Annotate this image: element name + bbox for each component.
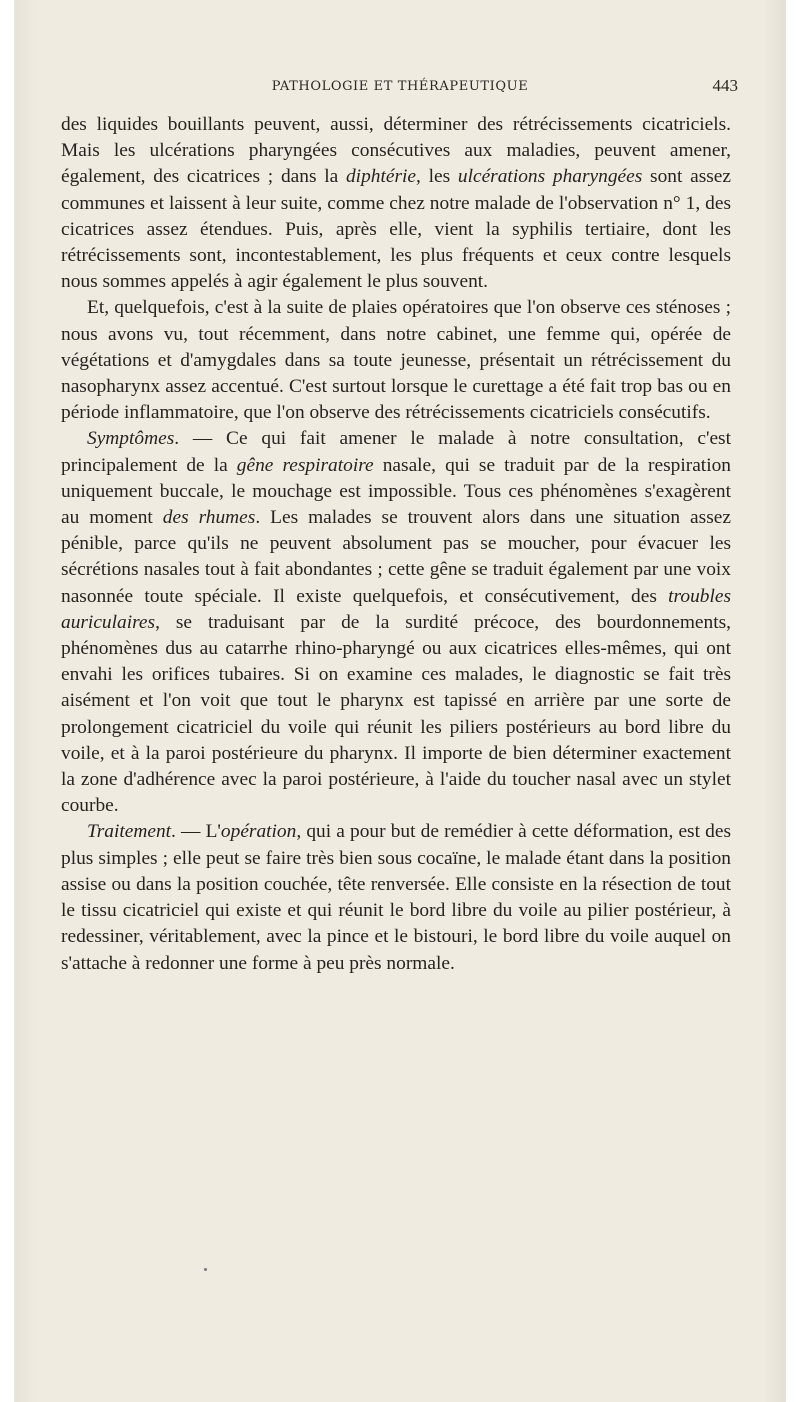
paragraph-treatment [61, 819, 731, 976]
text-run: , les [416, 166, 458, 188]
text-run: des liquides bouillants peuvent, aussi, déterminer des rétrécissements cicatriciels. Mais les ulcérations pharyngées consécutives aux maladies, peuvent amener, également, des cicatrices ; dans la [61, 114, 731, 188]
body-text [61, 112, 731, 977]
italic-term: gêne respiratoire [236, 454, 374, 476]
paragraph-operative-wounds [61, 295, 731, 426]
section-heading-treatment: Traitement [87, 821, 172, 843]
running-header [14, 76, 786, 100]
text-run: . Les malades se trouvent alors dans une situation assez pénible, parce qu'ils ne peuvent absolument pas se moucher, pour évacuer les sécrétions nasales tout à fait abondantes ; cette gêne se traduit également par une voix nasonnée toute spéciale. Il existe quelquefois, et consécutivement, des [61, 507, 731, 607]
italic-term: troubles auriculaires [61, 585, 731, 633]
paragraph-symptoms [61, 426, 731, 819]
section-heading-symptoms: Symptômes [87, 428, 175, 450]
book-page [14, 0, 786, 1402]
page-number: 443 [712, 76, 738, 95]
text-run: Et, quelquefois, c'est à la suite de plaies opératoires que l'on observe ces sténoses ; nous avons vu, tout récemment, dans notre cabinet, une femme qui, opérée de végétations et d'amygdales dans sa toute jeunesse, présentait un rétrécissement du nasopharynx assez accentué. C'est surtout lorsque le curettage a été fait trop bas ou en période inflammatoire, que l'on observe des rétrécissements cicatriciels consécutifs. [61, 297, 731, 424]
italic-term: diphtérie [345, 166, 416, 188]
italic-term: ulcérations pharyngées [457, 166, 643, 188]
text-run: . — Ce qui fait amener le malade à notre consultation, c'est principalement de la [61, 428, 731, 476]
text-run: nasale, qui se traduit par de la respiration uniquement buccale, le mouchage est impossible. Tous ces phénomènes s'exagèrent au moment [61, 454, 731, 529]
italic-term: opération [220, 821, 297, 843]
text-run: , se traduisant par de la surdité précoce, des bourdonnements, phénomènes dus au catarrhe rhino-pharyngé ou aux cicatrices elles-mêmes, qui ont envahi les orifices tubaires. Si on examine ces malades, le diagnostic se fait très aisément et l'on voit que tout le pharynx est tapissé en arrière par une sorte de prolongement cicatriciel du voile qui réunit les piliers postérieurs au bord libre du voile, et à la paroi postérieure du pharynx. Il importe de bien déterminer exactement la zone d'adhérence avec la paroi postérieure, à l'aide du toucher nasal avec un stylet courbe. [61, 611, 731, 817]
paragraph-causes [61, 112, 731, 295]
italic-term: des rhumes [162, 507, 256, 529]
text-run: sont assez communes et laissent à leur suite, comme chez notre malade de l'observation n° 1, des cicatrices assez étendues. Puis, après elle, vient la syphilis tertiaire, dont les rétrécissements sont, incontestablement, les plus fréquents et ceux contre lesquels nous sommes appelés à agir également le plus souvent. [61, 166, 732, 293]
running-title: PATHOLOGIE ET THÉRAPEUTIQUE [271, 79, 529, 94]
text-run: , qui a pour but de remédier à cette déformation, est des plus simples ; elle peut se faire très bien sous cocaïne, le malade étant dans la position assise ou dans la position couchée, tête renversée. Elle consiste en la résection de tout le tissu cicatriciel qui existe et qui réunit le bord libre du voile au pilier postérieur, à redessiner, véritablement, avec la pince et le bistouri, le bord libre du voile auquel on s'attache à redonner une forme à peu près normale. [61, 821, 731, 974]
ink-speck [204, 1268, 207, 1271]
text-run: . — L' [171, 821, 221, 843]
